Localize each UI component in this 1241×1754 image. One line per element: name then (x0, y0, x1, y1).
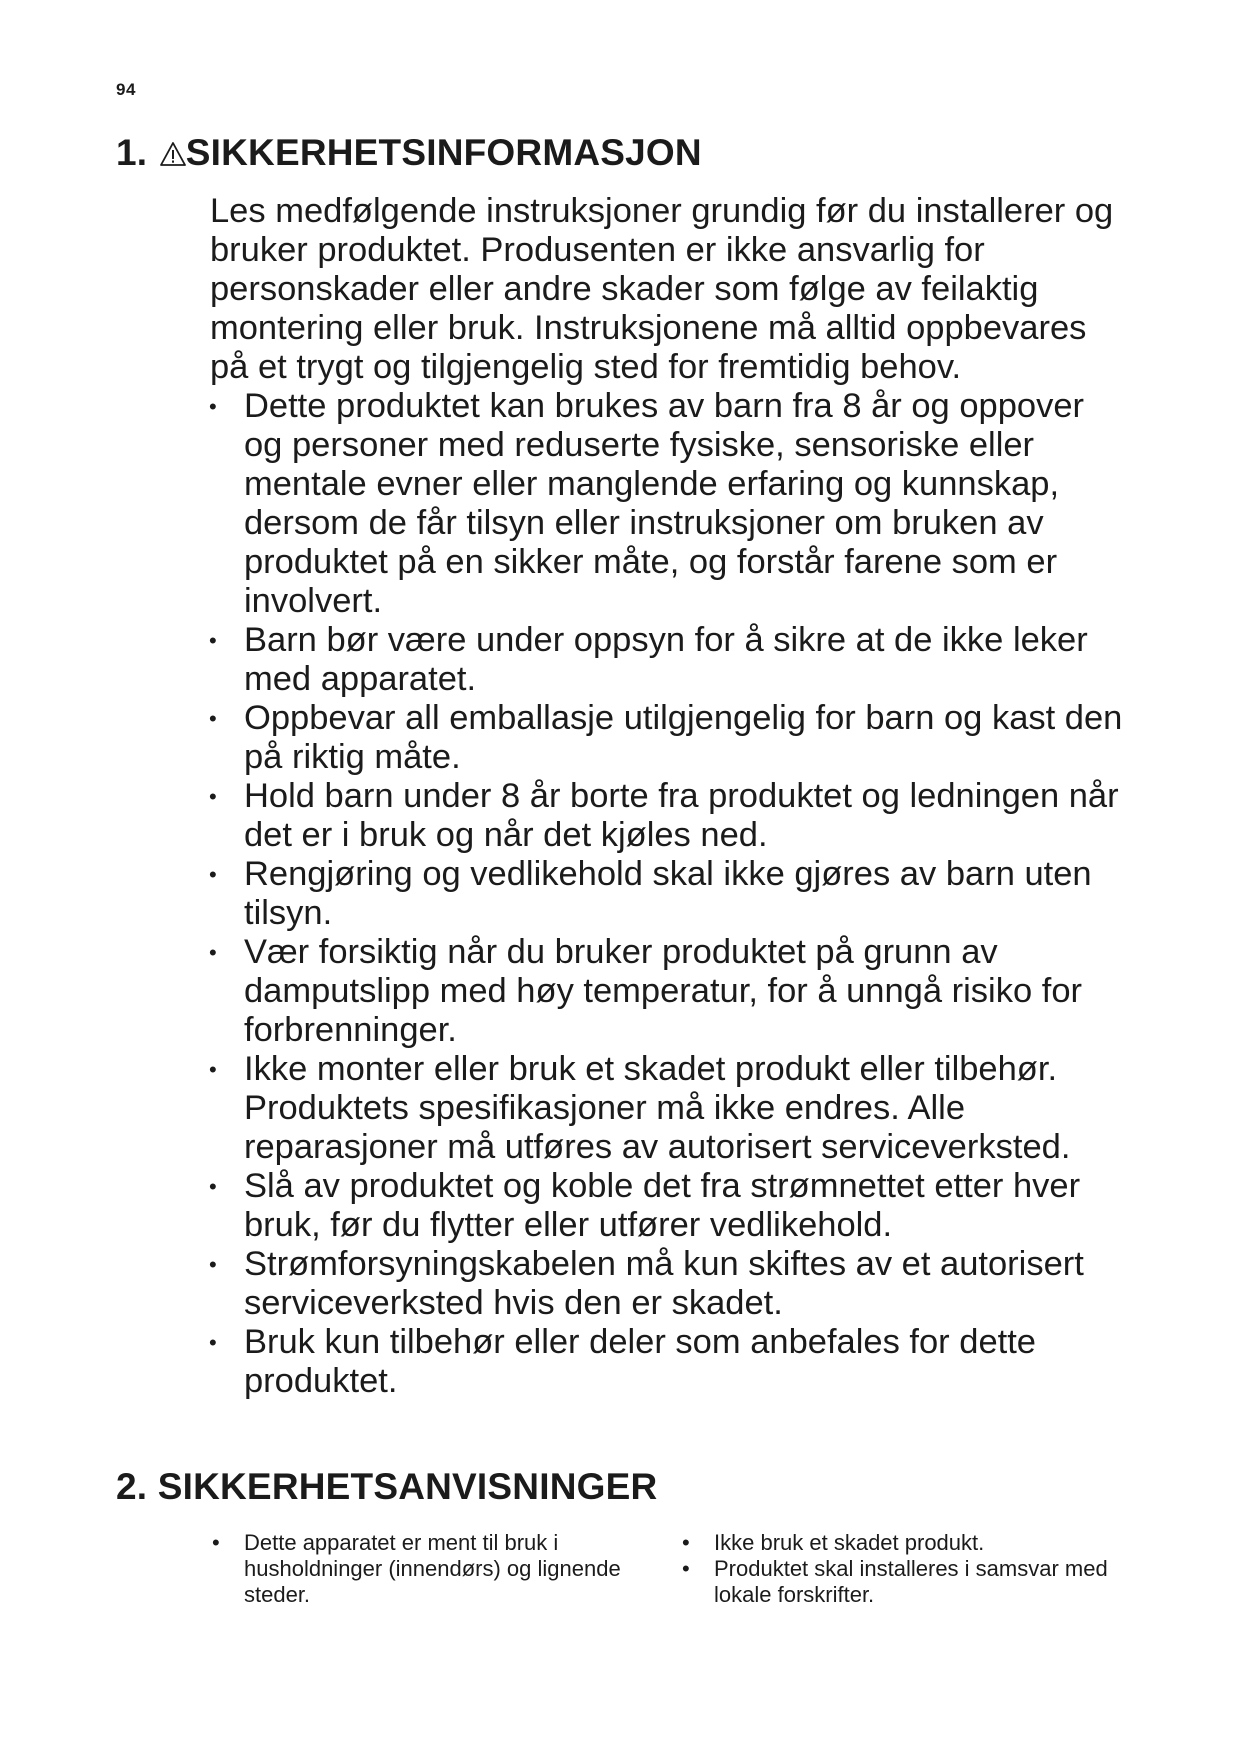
section-1-intro: Les medfølgende instruksjoner grundig før du installerer og bruker produktet. Produsenten er ikke ansvarlig for personskader eller andre skader som følge av feilaktig montering eller bruk. Instruksjonene må alltid oppbevares på et trygt og tilgjengelig sted for fremtidig behov. (210, 192, 1114, 386)
bullet-item: • Ikke bruk et skadet produkt. (680, 1530, 1120, 1556)
page-number: 94 (116, 80, 136, 99)
bullet-item: • Dette produktet kan brukes av barn fra 8 år og oppover og personer med reduserte fysiske, sensoriske eller mentale evner eller manglende erfaring og kunnskap, dersom de får tilsyn eller instruksjoner om bruken av produktet på en sikker måte, og forstår farene som er involvert. (210, 387, 1130, 621)
bullet-item: • Hold barn under 8 år borte fra produktet og ledningen når det er i bruk og når det kjøles ned. (210, 777, 1130, 855)
section-1-bullet-list (210, 387, 1130, 1401)
bullet-item: • Bruk kun tilbehør eller deler som anbefales for dette produktet. (210, 1323, 1130, 1401)
section-1-title: SIKKERHETSINFORMASJON (185, 132, 702, 173)
warning-triangle-icon (160, 141, 186, 167)
section-2-left-column (210, 1530, 640, 1608)
section-2-right-column (680, 1530, 1120, 1608)
bullet-item: • Rengjøring og vedlikehold skal ikke gjøres av barn uten tilsyn. (210, 855, 1130, 933)
section-1-body (210, 192, 1130, 1401)
bullet-item: • Oppbevar all emballasje utilgjengelig for barn og kast den på riktig måte. (210, 699, 1130, 777)
section-2-heading: 2. SIKKERHETSANVISNINGER (116, 1466, 658, 1507)
bullet-item: • Vær forsiktig når du bruker produktet på grunn av damputslipp med høy temperatur, for å unngå risiko for forbrenninger. (210, 933, 1130, 1050)
bullet-item: • Produktet skal installeres i samsvar med lokale forskrifter. (680, 1556, 1120, 1608)
bullet-item: • Slå av produktet og koble det fra strømnettet etter hver bruk, før du flytter eller utfører vedlikehold. (210, 1167, 1130, 1245)
bullet-item: • Ikke monter eller bruk et skadet produkt eller tilbehør. Produktets spesifikasjoner må ikke endres. Alle reparasjoner må utføres av autorisert serviceverksted. (210, 1050, 1130, 1167)
section-1-heading (116, 132, 702, 174)
bullet-item: • Dette apparatet er ment til bruk i husholdninger (innendørs) og lignende steder. (210, 1530, 640, 1608)
bullet-item: • Strømforsyningskabelen må kun skiftes av et autorisert serviceverksted hvis den er skadet. (210, 1245, 1130, 1323)
section-1-number: 1. (116, 132, 148, 173)
bullet-item: • Barn bør være under oppsyn for å sikre at de ikke leker med apparatet. (210, 621, 1130, 699)
